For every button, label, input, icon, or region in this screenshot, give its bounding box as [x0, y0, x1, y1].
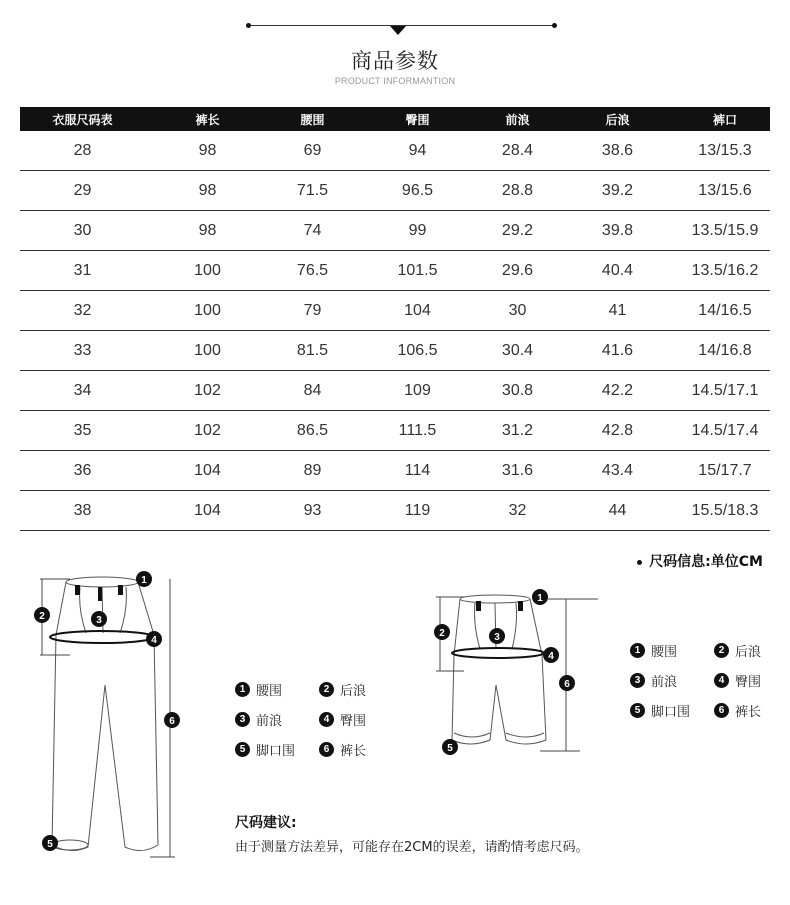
legend-short-item-waist: 1 腰围 [630, 641, 714, 660]
shorts-marker-1-label: 1 [537, 593, 543, 604]
col-header-leg-opening: 裤口 [680, 107, 770, 131]
marker-2-label: 2 [39, 611, 45, 622]
table-row [20, 371, 770, 411]
table-cell: 30.4 [480, 331, 555, 371]
table-cell: 104 [145, 451, 270, 491]
table-cell: 41 [555, 291, 680, 331]
table-cell: 102 [145, 371, 270, 411]
number-4-icon: 4 [714, 673, 729, 688]
table-cell: 76.5 [270, 251, 355, 291]
hip-line [50, 631, 154, 643]
shorts-marker-3-label: 3 [494, 632, 500, 643]
table-cell: 94 [355, 131, 480, 171]
table-cell: 98 [145, 131, 270, 171]
number-3-icon: 3 [630, 673, 645, 688]
table-cell: 69 [270, 131, 355, 171]
size-table [20, 107, 770, 531]
number-3-icon: 3 [235, 712, 250, 727]
divider-triangle-icon [390, 26, 406, 35]
table-cell: 79 [270, 291, 355, 331]
table-cell: 101.5 [355, 251, 480, 291]
col-header-front-rise: 前浪 [480, 107, 555, 131]
table-cell: 74 [270, 211, 355, 251]
table-cell: 29 [20, 171, 145, 211]
table-cell: 13.5/15.9 [680, 211, 770, 251]
table-row [20, 291, 770, 331]
col-header-length: 裤长 [145, 107, 270, 131]
table-cell: 106.5 [355, 331, 480, 371]
number-1-icon: 1 [630, 643, 645, 658]
number-2-icon: 2 [714, 643, 729, 658]
table-cell: 44 [555, 491, 680, 531]
table-cell: 104 [145, 491, 270, 531]
table-cell: 13/15.6 [680, 171, 770, 211]
number-2-icon: 2 [319, 682, 334, 697]
table-cell: 98 [145, 171, 270, 211]
table-cell: 100 [145, 331, 270, 371]
legend-shorts [630, 635, 790, 725]
legend-short-item-leg-opening: 5 脚口围 [630, 701, 714, 720]
size-table-body [20, 131, 770, 531]
size-table-header [20, 107, 770, 131]
table-cell: 13.5/16.2 [680, 251, 770, 291]
table-cell: 38 [20, 491, 145, 531]
table-cell: 15.5/18.3 [680, 491, 770, 531]
table-cell: 36 [20, 451, 145, 491]
table-cell: 31 [20, 251, 145, 291]
legend-item-front-rise: 3 前浪 [235, 710, 319, 729]
table-row [20, 171, 770, 211]
table-cell: 111.5 [355, 411, 480, 451]
marker-6-label: 6 [169, 716, 175, 727]
table-cell: 29.6 [480, 251, 555, 291]
table-cell: 41.6 [555, 331, 680, 371]
page-subtitle: PRODUCT INFORMANTION [334, 76, 456, 86]
table-row [20, 131, 770, 171]
table-cell: 14/16.8 [680, 331, 770, 371]
table-cell: 14.5/17.4 [680, 411, 770, 451]
table-cell: 33 [20, 331, 145, 371]
shorts-diagram [430, 585, 605, 765]
table-cell: 39.8 [555, 211, 680, 251]
page-title: 商品参数 [351, 49, 439, 73]
table-cell: 13/15.3 [680, 131, 770, 171]
number-5-icon: 5 [235, 742, 250, 757]
table-cell: 14.5/17.1 [680, 371, 770, 411]
table-row [20, 211, 770, 251]
table-cell: 104 [355, 291, 480, 331]
table-cell: 15/17.7 [680, 451, 770, 491]
belt-loop-right [118, 585, 123, 595]
table-cell: 28 [20, 131, 145, 171]
size-advice-text: 由于测量方法差异，可能存在2CM的误差，请酌情考虑尺码。 [235, 840, 589, 855]
table-cell: 114 [355, 451, 480, 491]
table-cell: 42.8 [555, 411, 680, 451]
legend-item-leg-opening: 5 脚口围 [235, 740, 319, 759]
table-cell: 30.8 [480, 371, 555, 411]
legend-item-hip: 4 臀围 [319, 710, 403, 729]
marker-5-label: 5 [47, 839, 53, 850]
table-cell: 98 [145, 211, 270, 251]
table-cell: 29.2 [480, 211, 555, 251]
table-cell: 43.4 [555, 451, 680, 491]
table-cell: 32 [480, 491, 555, 531]
table-cell: 38.6 [555, 131, 680, 171]
table-cell: 86.5 [270, 411, 355, 451]
number-6-icon: 6 [714, 703, 729, 718]
legend-item-waist: 1 腰围 [235, 680, 319, 699]
belt-loop-center [98, 587, 102, 601]
table-cell: 32 [20, 291, 145, 331]
table-cell: 28.8 [480, 171, 555, 211]
table-cell: 42.2 [555, 371, 680, 411]
number-5-icon: 5 [630, 703, 645, 718]
shorts-marker-6-label: 6 [564, 679, 570, 690]
table-cell: 14/16.5 [680, 291, 770, 331]
table-cell: 109 [355, 371, 480, 411]
legend-short-item-front-rise: 3 前浪 [630, 671, 714, 690]
table-row [20, 491, 770, 531]
legend-long-pants [235, 674, 403, 764]
table-cell: 39.2 [555, 171, 680, 211]
marker-3-label: 3 [96, 615, 102, 626]
table-cell: 96.5 [355, 171, 480, 211]
table-cell: 100 [145, 291, 270, 331]
table-cell: 30 [20, 211, 145, 251]
marker-4-label: 4 [151, 635, 157, 646]
table-cell: 40.4 [555, 251, 680, 291]
table-row [20, 331, 770, 371]
shorts-hem-cuffs [454, 733, 544, 737]
legend-short-item-length: 6 裤长 [714, 701, 790, 720]
table-cell: 71.5 [270, 171, 355, 211]
table-row [20, 411, 770, 451]
table-cell: 31.2 [480, 411, 555, 451]
table-cell: 35 [20, 411, 145, 451]
legend-short-item-back-rise: 2 后浪 [714, 641, 790, 660]
col-header-back-rise: 后浪 [555, 107, 680, 131]
table-cell: 119 [355, 491, 480, 531]
legend-short-item-hip: 4 臀围 [714, 671, 790, 690]
table-cell: 81.5 [270, 331, 355, 371]
shorts-belt-loop-left [476, 601, 481, 611]
col-header-waist: 腰围 [270, 107, 355, 131]
number-6-icon: 6 [319, 742, 334, 757]
table-cell: 89 [270, 451, 355, 491]
shorts-belt-loop-right [518, 601, 523, 611]
long-pants-diagram [30, 565, 200, 865]
shorts-marker-5-label: 5 [447, 743, 453, 754]
col-header-size: 衣服尺码表 [20, 107, 145, 131]
table-cell: 102 [145, 411, 270, 451]
unit-note: 尺码信息:单位CM [637, 551, 763, 571]
table-cell: 34 [20, 371, 145, 411]
table-cell: 100 [145, 251, 270, 291]
size-advice-title: 尺码建议: [235, 815, 297, 831]
table-row [20, 251, 770, 291]
shorts-outline [452, 599, 546, 744]
marker-1-label: 1 [141, 575, 147, 586]
legend-item-back-rise: 2 后浪 [319, 680, 403, 699]
table-cell: 31.6 [480, 451, 555, 491]
table-row [20, 451, 770, 491]
table-cell: 84 [270, 371, 355, 411]
table-cell: 28.4 [480, 131, 555, 171]
shorts-hip-line [452, 648, 544, 658]
number-4-icon: 4 [319, 712, 334, 727]
table-cell: 93 [270, 491, 355, 531]
bullet-icon [637, 560, 642, 565]
legend-item-length: 6 裤长 [319, 740, 403, 759]
table-cell: 30 [480, 291, 555, 331]
number-1-icon: 1 [235, 682, 250, 697]
divider-dot-left [246, 23, 251, 28]
col-header-hip: 臀围 [355, 107, 480, 131]
belt-loop-left [75, 585, 80, 595]
shorts-marker-2-label: 2 [439, 628, 445, 639]
table-cell: 99 [355, 211, 480, 251]
shorts-marker-4-label: 4 [548, 651, 554, 662]
divider-dot-right [552, 23, 557, 28]
